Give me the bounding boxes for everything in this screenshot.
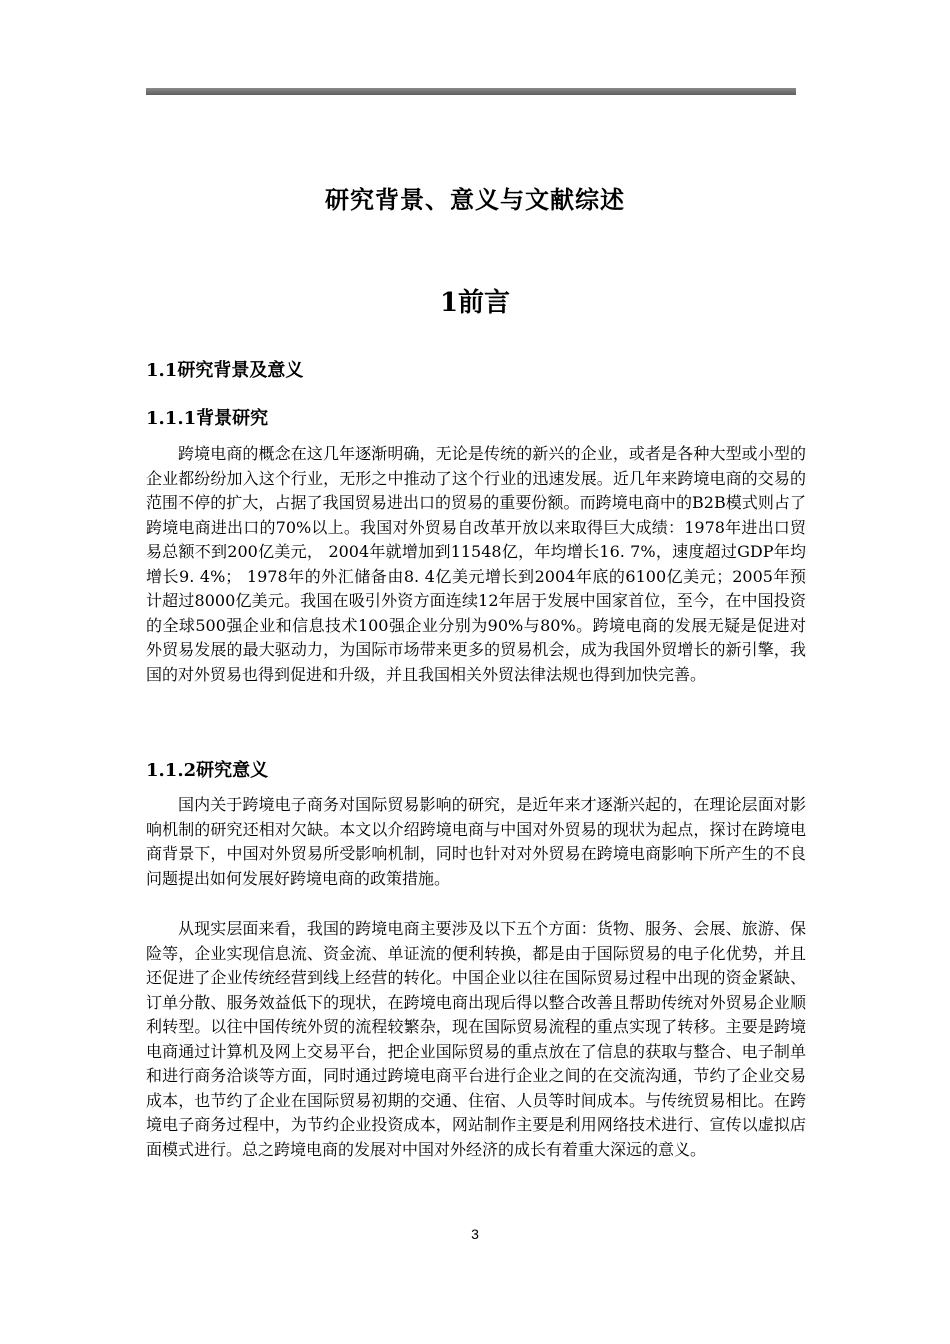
document-title: 研究背景、意义与文献综述: [325, 185, 625, 214]
section-heading-1-1-1: 1.1.1背景研究: [146, 408, 269, 429]
header-rule: [146, 88, 796, 95]
paragraph-significance-2: 从现实层面来看，我国的跨境电商主要涉及以下五个方面：货物、服务、会展、旅游、保险等，企业实现信息流、资金流、单证流的便利转换，都是由于国际贸易的电子化优势，并且还促进了企业传统经营到线上经营的转化。中国企业以往在国际贸易过程中出现的资金紧缺、订单分散、服务效益低下的现状，在跨境电商出现后得以整合改善且帮助传统对外贸易企业顺利转型。以往中国传统外贸的流程较繁杂，现在国际贸易流程的重点实现了转移。主要是跨境电商通过计算机及网上交易平台，把企业国际贸易的重点放在了信息的获取与整合、电子制单和进行商务洽谈等方面，同时通过跨境电商平台进行企业之间的在交流沟通，节约了企业交易成本，也节约了企业在国际贸易初期的交通、住宿、人员等时间成本。与传统贸易相比。在跨境电子商务过程中，为节约企业投资成本，网站制作主要是利用网络技术进行、宣传以虚拟店面模式进行。总之跨境电商的发展对中国对外经济的成长有着重大深远的意义。: [146, 919, 806, 1159]
paragraph-significance-1: 国内关于跨境电子商务对国际贸易影响的研究，是近年来才逐渐兴起的，在理论层面对影响机制的研究还相对欠缺。本文以介绍跨境电商与中国对外贸易的现状为起点，探讨在跨境电商背景下，中国对外贸易所受影响机制，同时也针对对外贸易在跨境电商影响下所产生的不良问题提出如何发展好跨境电商的政策措施。: [146, 795, 806, 888]
section-heading-1-1-2: 1.1.2研究意义: [146, 760, 269, 781]
page-number: 3: [471, 1226, 479, 1242]
paragraph-background: 跨境电商的概念在这几年逐渐明确，无论是传统的新兴的企业，或者是各种大型或小型的企业都纷纷加入这个行业，无形之中推动了这个行业的迅速发展。近几年来跨境电商的交易的范围不停的扩大，占据了我国贸易进出口的贸易的重要份额。而跨境电商中的B2B模式则占了跨境电商进出口的70%以上。我国对外贸易自改革开放以来取得巨大成绩：1978年进出口贸易总额不到200亿美元， 2004年就增加到11548亿，年均增长16. 7%，速度超过GDP年均增长9. 4%； 1978年的外汇储备由8. 4亿美元增长到2004年底的6100亿美元；2005年预计超过8000亿美元。我国在吸引外资方面连续12年居于发展中国家首位，至今，在中国投资的全球500强企业和信息技术100强企业分别为90%与80%。跨境电商的发展无疑是促进对外贸易发展的最大驱动力，为国际市场带来更多的贸易机会，成为我国外贸增长的新引擎，我国的对外贸易也得到促进和升级，并且我国相关外贸法律法规也得到加快完善。: [146, 444, 806, 684]
section-heading-1-1: 1.1研究背景及意义: [146, 360, 304, 381]
chapter-title: 1前言: [439, 288, 511, 318]
